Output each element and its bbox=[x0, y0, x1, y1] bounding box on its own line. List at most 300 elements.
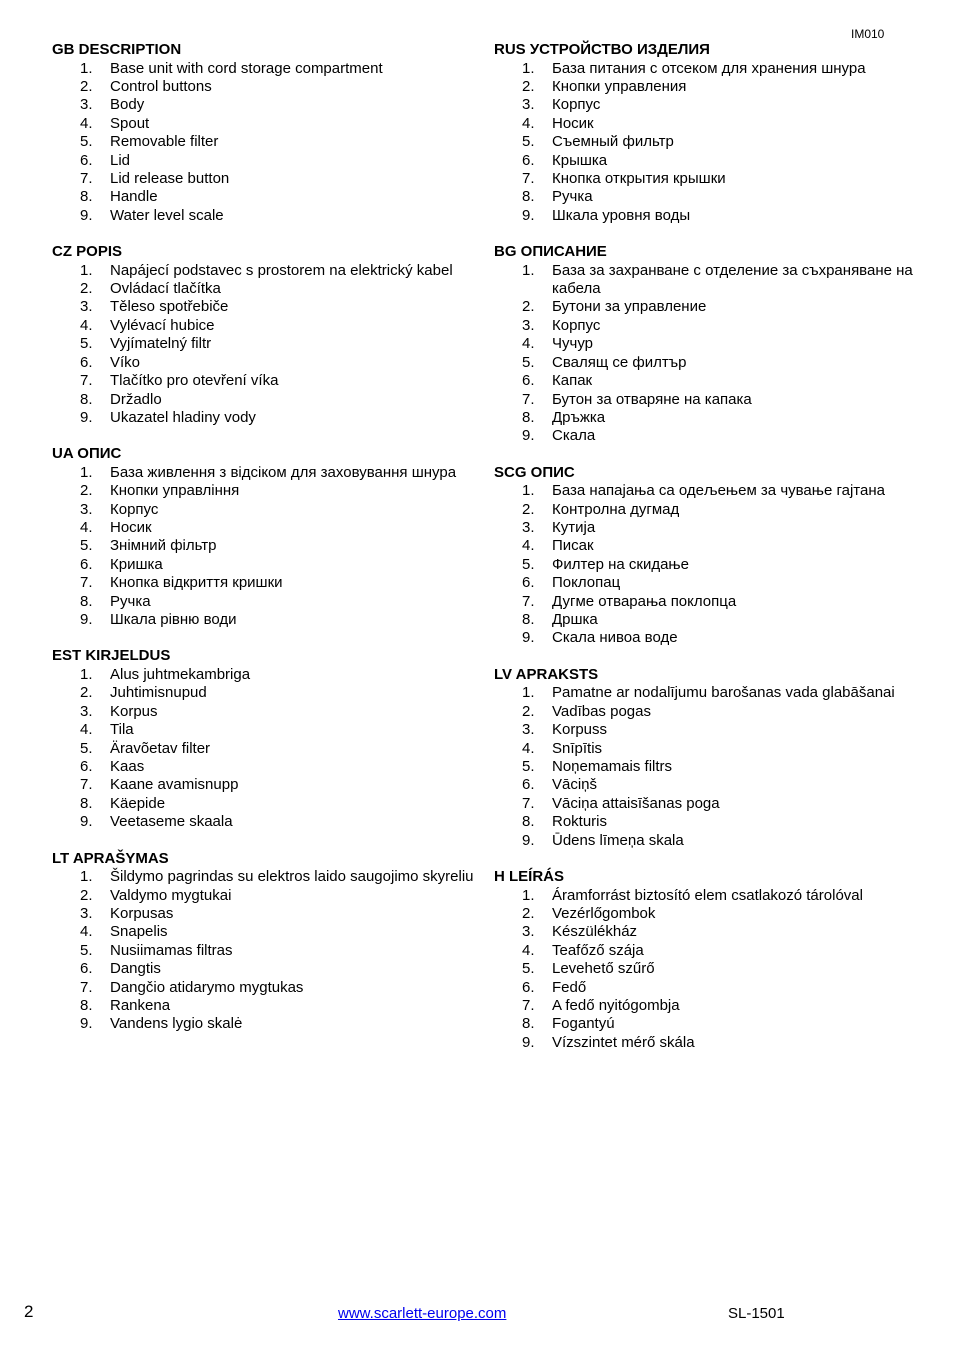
item-text: База за захранване с отделение за съхраняване на кабела bbox=[552, 261, 913, 298]
list-item bbox=[52, 666, 482, 684]
list-item bbox=[494, 501, 924, 519]
list-item bbox=[52, 96, 482, 114]
list-item bbox=[52, 574, 482, 592]
list-item bbox=[52, 960, 482, 978]
item-text: Свалящ се филтър bbox=[552, 353, 687, 371]
item-number: 4. bbox=[80, 316, 93, 334]
item-number: 9. bbox=[522, 427, 535, 445]
list-item bbox=[52, 298, 482, 316]
list-item bbox=[494, 262, 924, 299]
description-section bbox=[494, 243, 924, 446]
list-item bbox=[494, 1034, 924, 1052]
item-number: 7. bbox=[80, 372, 93, 390]
model-code: IM010 bbox=[851, 27, 885, 41]
list-item bbox=[494, 519, 924, 537]
item-number: 5. bbox=[80, 537, 93, 555]
item-text: Шкала рівню води bbox=[110, 611, 237, 629]
list-item bbox=[494, 923, 924, 941]
item-text: Носик bbox=[552, 114, 594, 132]
list-item bbox=[52, 335, 482, 353]
item-text: Бутон за отваряне на капака bbox=[552, 390, 752, 408]
item-text: Поклопац bbox=[552, 574, 621, 592]
item-text: Кнопка відкриття кришки bbox=[110, 574, 283, 592]
item-text: Lid bbox=[110, 151, 131, 169]
item-text: Шкала уровня воды bbox=[552, 206, 691, 224]
list-item bbox=[52, 501, 482, 519]
item-number: 1. bbox=[80, 665, 93, 683]
item-number: 7. bbox=[80, 776, 93, 794]
list-item bbox=[52, 1015, 482, 1033]
list-item bbox=[494, 721, 924, 739]
list-item bbox=[52, 409, 482, 427]
section-heading: SCG ОПИС bbox=[494, 463, 575, 481]
list-item bbox=[494, 188, 924, 206]
section-heading: EST KIRJELDUS bbox=[52, 647, 171, 665]
item-number: 2. bbox=[80, 886, 93, 904]
item-number: 6. bbox=[522, 151, 535, 169]
list-item bbox=[52, 537, 482, 555]
list-item bbox=[494, 776, 924, 794]
item-number: 2. bbox=[80, 482, 93, 500]
section-heading: UA ОПИС bbox=[52, 445, 122, 463]
list-item bbox=[494, 758, 924, 776]
item-text: Removable filter bbox=[110, 133, 219, 151]
list-item bbox=[494, 593, 924, 611]
section-heading: GB DESCRIPTION bbox=[52, 41, 182, 58]
item-text: Ūdens līmeņa skala bbox=[552, 831, 684, 849]
item-number: 5. bbox=[522, 353, 535, 371]
item-text: Juhtimisnupud bbox=[110, 684, 207, 702]
item-number: 4. bbox=[80, 114, 93, 132]
list-item bbox=[52, 115, 482, 133]
parts-list bbox=[52, 60, 482, 226]
item-text: Držadlo bbox=[110, 390, 162, 408]
list-item bbox=[494, 152, 924, 170]
list-item bbox=[52, 556, 482, 574]
item-text: Lid release button bbox=[110, 169, 230, 187]
item-text: Napájecí podstavec s prostorem na elektrický kabel bbox=[110, 261, 453, 279]
item-text: Készülékház bbox=[552, 923, 638, 941]
list-item bbox=[52, 354, 482, 372]
item-text: Levehető szűrő bbox=[552, 960, 655, 978]
parts-list bbox=[52, 666, 482, 832]
list-item bbox=[52, 464, 482, 482]
item-text: Šildymo pagrindas su elektros laido saugojimo skyreliu bbox=[110, 868, 474, 886]
parts-list bbox=[52, 464, 482, 630]
item-number: 6. bbox=[80, 151, 93, 169]
description-section bbox=[494, 868, 924, 1052]
item-number: 2. bbox=[522, 298, 535, 316]
list-item bbox=[494, 133, 924, 151]
item-number: 8. bbox=[522, 408, 535, 426]
item-text: Valdymo mygtukai bbox=[110, 886, 232, 904]
item-number: 8. bbox=[80, 188, 93, 206]
page-footer bbox=[0, 1302, 954, 1326]
item-number: 6. bbox=[80, 758, 93, 775]
item-number: 9. bbox=[80, 1015, 93, 1033]
parts-list bbox=[494, 262, 924, 446]
item-text: Vadības pogas bbox=[552, 702, 651, 720]
item-number: 9. bbox=[80, 611, 93, 629]
item-number: 9. bbox=[80, 408, 93, 426]
item-number: 8. bbox=[80, 794, 93, 812]
item-number: 7. bbox=[80, 978, 93, 996]
item-number: 9. bbox=[522, 1033, 535, 1051]
item-text: Vízszintet mérő skála bbox=[552, 1033, 695, 1051]
item-number: 4. bbox=[80, 923, 93, 941]
item-number: 1. bbox=[522, 886, 535, 904]
item-number: 8. bbox=[80, 996, 93, 1014]
list-item bbox=[52, 776, 482, 794]
item-number: 9. bbox=[522, 629, 535, 647]
item-text: Vāciņa attaisīšanas poga bbox=[552, 794, 720, 812]
item-number: 8. bbox=[522, 188, 535, 206]
item-text: Control buttons bbox=[110, 77, 212, 95]
item-number: 9. bbox=[80, 206, 93, 224]
item-text: Fogantyú bbox=[552, 1015, 615, 1033]
list-item bbox=[52, 133, 482, 151]
description-section bbox=[52, 41, 482, 225]
item-number: 3. bbox=[80, 500, 93, 518]
item-number: 4. bbox=[522, 335, 535, 353]
item-text: Ukazatel hladiny vody bbox=[110, 408, 256, 426]
item-number: 4. bbox=[522, 739, 535, 757]
item-text: Кнопки управления bbox=[552, 77, 687, 95]
item-number: 8. bbox=[522, 611, 535, 629]
item-number: 1. bbox=[80, 59, 93, 77]
item-text: Vyjímatelný filtr bbox=[110, 335, 212, 353]
item-number: 6. bbox=[80, 555, 93, 573]
item-text: Ручка bbox=[110, 592, 151, 610]
item-number: 3. bbox=[522, 721, 535, 739]
item-text: Víko bbox=[110, 353, 141, 371]
item-number: 4. bbox=[522, 114, 535, 132]
item-number: 6. bbox=[80, 353, 93, 371]
item-text: Alus juhtmekambriga bbox=[110, 665, 251, 683]
description-section bbox=[494, 666, 924, 850]
item-number: 3. bbox=[522, 519, 535, 537]
parts-list bbox=[494, 684, 924, 850]
list-item bbox=[494, 813, 924, 831]
list-item bbox=[494, 207, 924, 225]
item-text: Крышка bbox=[552, 151, 608, 169]
item-number: 1. bbox=[522, 59, 535, 77]
item-text: Handle bbox=[110, 188, 158, 206]
item-text: Кнопка открытия крышки bbox=[552, 169, 726, 187]
item-text: Rankena bbox=[110, 996, 171, 1014]
list-item bbox=[494, 960, 924, 978]
item-text: Water level scale bbox=[110, 206, 224, 224]
list-item bbox=[494, 832, 924, 850]
item-text: Съемный фильтр bbox=[552, 133, 674, 151]
list-item bbox=[494, 1015, 924, 1033]
description-section bbox=[494, 41, 924, 225]
item-number: 3. bbox=[80, 298, 93, 316]
item-text: Noņemamais filtrs bbox=[552, 758, 673, 775]
list-item bbox=[494, 905, 924, 923]
item-text: Ovládací tlačítka bbox=[110, 280, 221, 298]
item-text: Писак bbox=[552, 537, 594, 555]
item-number: 7. bbox=[80, 574, 93, 592]
item-number: 8. bbox=[522, 813, 535, 831]
item-text: Korpus bbox=[110, 702, 158, 720]
item-text: Korpusas bbox=[110, 904, 174, 922]
list-item bbox=[494, 703, 924, 721]
list-item bbox=[52, 703, 482, 721]
list-item bbox=[52, 942, 482, 960]
item-text: Base unit with cord storage compartment bbox=[110, 59, 383, 77]
list-item bbox=[494, 684, 924, 702]
item-number: 9. bbox=[80, 813, 93, 831]
list-item bbox=[52, 997, 482, 1015]
item-number: 2. bbox=[80, 684, 93, 702]
item-text: Tlačítko pro otevření víka bbox=[110, 372, 279, 390]
list-item bbox=[494, 997, 924, 1015]
list-item bbox=[52, 684, 482, 702]
description-section bbox=[52, 243, 482, 427]
item-text: Kaas bbox=[110, 758, 145, 775]
item-text: Vandens lygio skalė bbox=[110, 1015, 243, 1033]
item-number: 5. bbox=[80, 739, 93, 757]
list-item bbox=[52, 905, 482, 923]
item-number: 2. bbox=[522, 702, 535, 720]
item-text: Скала bbox=[552, 427, 596, 445]
page-number: 2 bbox=[24, 1302, 34, 1321]
list-item bbox=[52, 372, 482, 390]
item-text: Dangtis bbox=[110, 960, 161, 978]
item-number: 3. bbox=[522, 316, 535, 334]
list-item bbox=[494, 170, 924, 188]
model-number: SL-1501 bbox=[728, 1305, 785, 1322]
item-number: 8. bbox=[522, 1015, 535, 1033]
item-number: 7. bbox=[80, 169, 93, 187]
item-text: База живлення з відсіком для заховування шнура bbox=[110, 463, 457, 481]
item-number: 1. bbox=[80, 261, 93, 279]
item-number: 6. bbox=[522, 574, 535, 592]
item-text: Корпус bbox=[552, 96, 601, 114]
list-item bbox=[494, 942, 924, 960]
item-text: Dangčio atidarymo mygtukas bbox=[110, 978, 304, 996]
item-text: Snapelis bbox=[110, 923, 168, 941]
item-text: Бутони за управление bbox=[552, 298, 707, 316]
item-text: Vylévací hubice bbox=[110, 316, 215, 334]
list-item bbox=[52, 391, 482, 409]
list-item bbox=[494, 298, 924, 316]
parts-list bbox=[494, 887, 924, 1053]
item-number: 3. bbox=[80, 904, 93, 922]
item-number: 7. bbox=[522, 592, 535, 610]
list-item bbox=[52, 740, 482, 758]
item-text: Кнопки управління bbox=[110, 482, 240, 500]
item-text: Кутија bbox=[552, 519, 596, 537]
item-number: 4. bbox=[80, 721, 93, 739]
item-text: Áramforrást biztosító elem csatlakozó tárolóval bbox=[552, 886, 863, 904]
item-text: Корпус bbox=[110, 500, 159, 518]
list-item bbox=[52, 868, 482, 886]
item-number: 7. bbox=[522, 169, 535, 187]
item-text: Корпус bbox=[552, 316, 601, 334]
list-item bbox=[494, 979, 924, 997]
item-number: 6. bbox=[522, 978, 535, 996]
section-heading: BG ОПИСАНИЕ bbox=[494, 243, 607, 261]
description-section bbox=[52, 850, 482, 1034]
item-text: Носик bbox=[110, 519, 152, 537]
parts-list bbox=[494, 482, 924, 648]
item-text: Vāciņš bbox=[552, 776, 598, 794]
item-number: 5. bbox=[80, 941, 93, 959]
list-item bbox=[52, 593, 482, 611]
list-item bbox=[52, 611, 482, 629]
item-number: 5. bbox=[522, 555, 535, 573]
list-item bbox=[52, 923, 482, 941]
parts-list bbox=[52, 262, 482, 428]
item-number: 2. bbox=[522, 904, 535, 922]
item-text: Филтер на скидање bbox=[552, 555, 689, 573]
item-number: 1. bbox=[522, 684, 535, 702]
parts-list bbox=[494, 60, 924, 226]
item-number: 1. bbox=[80, 868, 93, 886]
list-item bbox=[494, 537, 924, 555]
item-text: Чучур bbox=[552, 335, 593, 353]
list-item bbox=[494, 115, 924, 133]
item-number: 5. bbox=[80, 133, 93, 151]
section-heading: CZ POPIS bbox=[52, 243, 123, 261]
item-number: 6. bbox=[522, 372, 535, 390]
item-text: Знімний фільтр bbox=[110, 537, 217, 555]
item-number: 1. bbox=[522, 261, 535, 279]
list-item bbox=[494, 629, 924, 647]
list-item bbox=[52, 170, 482, 188]
website-link[interactable]: www.scarlett-europe.com bbox=[338, 1305, 507, 1322]
item-text: A fedő nyitógombja bbox=[552, 996, 680, 1014]
list-item bbox=[494, 96, 924, 114]
list-item bbox=[494, 372, 924, 390]
list-item bbox=[494, 317, 924, 335]
list-item bbox=[52, 721, 482, 739]
list-item bbox=[52, 280, 482, 298]
item-number: 9. bbox=[522, 831, 535, 849]
item-number: 6. bbox=[522, 776, 535, 794]
section-heading: RUS УСТРОЙСТВО ИЗДЕЛИЯ bbox=[494, 41, 710, 58]
item-number: 9. bbox=[522, 206, 535, 224]
parts-list bbox=[52, 868, 482, 1034]
right-column bbox=[494, 41, 924, 1070]
item-number: 7. bbox=[522, 996, 535, 1014]
item-number: 3. bbox=[80, 702, 93, 720]
list-item bbox=[52, 795, 482, 813]
item-text: Кришка bbox=[110, 555, 163, 573]
item-text: Fedő bbox=[552, 978, 587, 996]
item-number: 7. bbox=[522, 794, 535, 812]
list-item bbox=[494, 354, 924, 372]
item-text: Капак bbox=[552, 372, 593, 390]
item-text: Vezérlőgombok bbox=[552, 904, 656, 922]
list-item bbox=[52, 317, 482, 335]
list-item bbox=[494, 482, 924, 500]
list-item bbox=[494, 335, 924, 353]
list-item bbox=[494, 391, 924, 409]
description-section bbox=[494, 464, 924, 648]
item-number: 6. bbox=[80, 960, 93, 978]
item-number: 5. bbox=[522, 960, 535, 978]
item-number: 2. bbox=[80, 77, 93, 95]
list-item bbox=[494, 60, 924, 78]
item-text: Korpuss bbox=[552, 721, 608, 739]
item-number: 7. bbox=[522, 390, 535, 408]
list-item bbox=[494, 78, 924, 96]
item-text: Äravõetav filter bbox=[110, 739, 211, 757]
item-text: Ручка bbox=[552, 188, 593, 206]
list-item bbox=[52, 188, 482, 206]
list-item bbox=[494, 887, 924, 905]
list-item bbox=[52, 207, 482, 225]
item-number: 4. bbox=[522, 941, 535, 959]
list-item bbox=[494, 427, 924, 445]
item-text: Teafőző szája bbox=[552, 941, 644, 959]
item-text: Дршка bbox=[552, 611, 598, 629]
item-text: Контролна дугмад bbox=[552, 500, 680, 518]
item-text: Tila bbox=[110, 721, 134, 739]
item-number: 3. bbox=[522, 923, 535, 941]
list-item bbox=[52, 813, 482, 831]
list-item bbox=[494, 740, 924, 758]
item-text: Дугме отварања поклопца bbox=[552, 592, 737, 610]
item-number: 4. bbox=[80, 519, 93, 537]
section-heading: LV APRAKSTS bbox=[494, 665, 599, 683]
list-item bbox=[494, 409, 924, 427]
item-number: 1. bbox=[80, 463, 93, 481]
section-heading: H LEÍRÁS bbox=[494, 868, 565, 886]
list-item bbox=[52, 519, 482, 537]
list-item bbox=[52, 482, 482, 500]
item-text: Nusiimamas filtras bbox=[110, 941, 233, 959]
item-number: 2. bbox=[522, 500, 535, 518]
list-item bbox=[494, 795, 924, 813]
item-text: Spout bbox=[110, 114, 150, 132]
item-number: 8. bbox=[80, 390, 93, 408]
list-item bbox=[52, 152, 482, 170]
item-number: 2. bbox=[80, 280, 93, 298]
item-text: База питания с отсеком для хранения шнура bbox=[552, 59, 866, 77]
item-number: 1. bbox=[522, 482, 535, 500]
list-item bbox=[52, 262, 482, 280]
item-number: 5. bbox=[522, 133, 535, 151]
item-number: 2. bbox=[522, 77, 535, 95]
list-item bbox=[52, 887, 482, 905]
item-number: 5. bbox=[522, 758, 535, 775]
item-text: Veetaseme skaala bbox=[110, 813, 233, 831]
list-item bbox=[52, 758, 482, 776]
description-section bbox=[52, 647, 482, 831]
list-item bbox=[494, 611, 924, 629]
item-text: Pamatne ar nodalījumu barošanas vada glabāšanai bbox=[552, 684, 895, 702]
description-section bbox=[52, 445, 482, 629]
list-item bbox=[494, 574, 924, 592]
item-text: Käepide bbox=[110, 794, 166, 812]
list-item bbox=[494, 556, 924, 574]
item-text: Body bbox=[110, 96, 145, 114]
list-item bbox=[52, 60, 482, 78]
item-text: База напајања са одељењем за чување гајтана bbox=[552, 482, 885, 500]
item-number: 3. bbox=[80, 96, 93, 114]
item-number: 5. bbox=[80, 335, 93, 353]
item-number: 8. bbox=[80, 592, 93, 610]
item-text: Скала нивоа воде bbox=[552, 629, 678, 647]
item-text: Kaane avamisnupp bbox=[110, 776, 239, 794]
item-text: Rokturis bbox=[552, 813, 608, 831]
item-text: Snīpītis bbox=[552, 739, 603, 757]
item-text: Дръжка bbox=[552, 408, 606, 426]
